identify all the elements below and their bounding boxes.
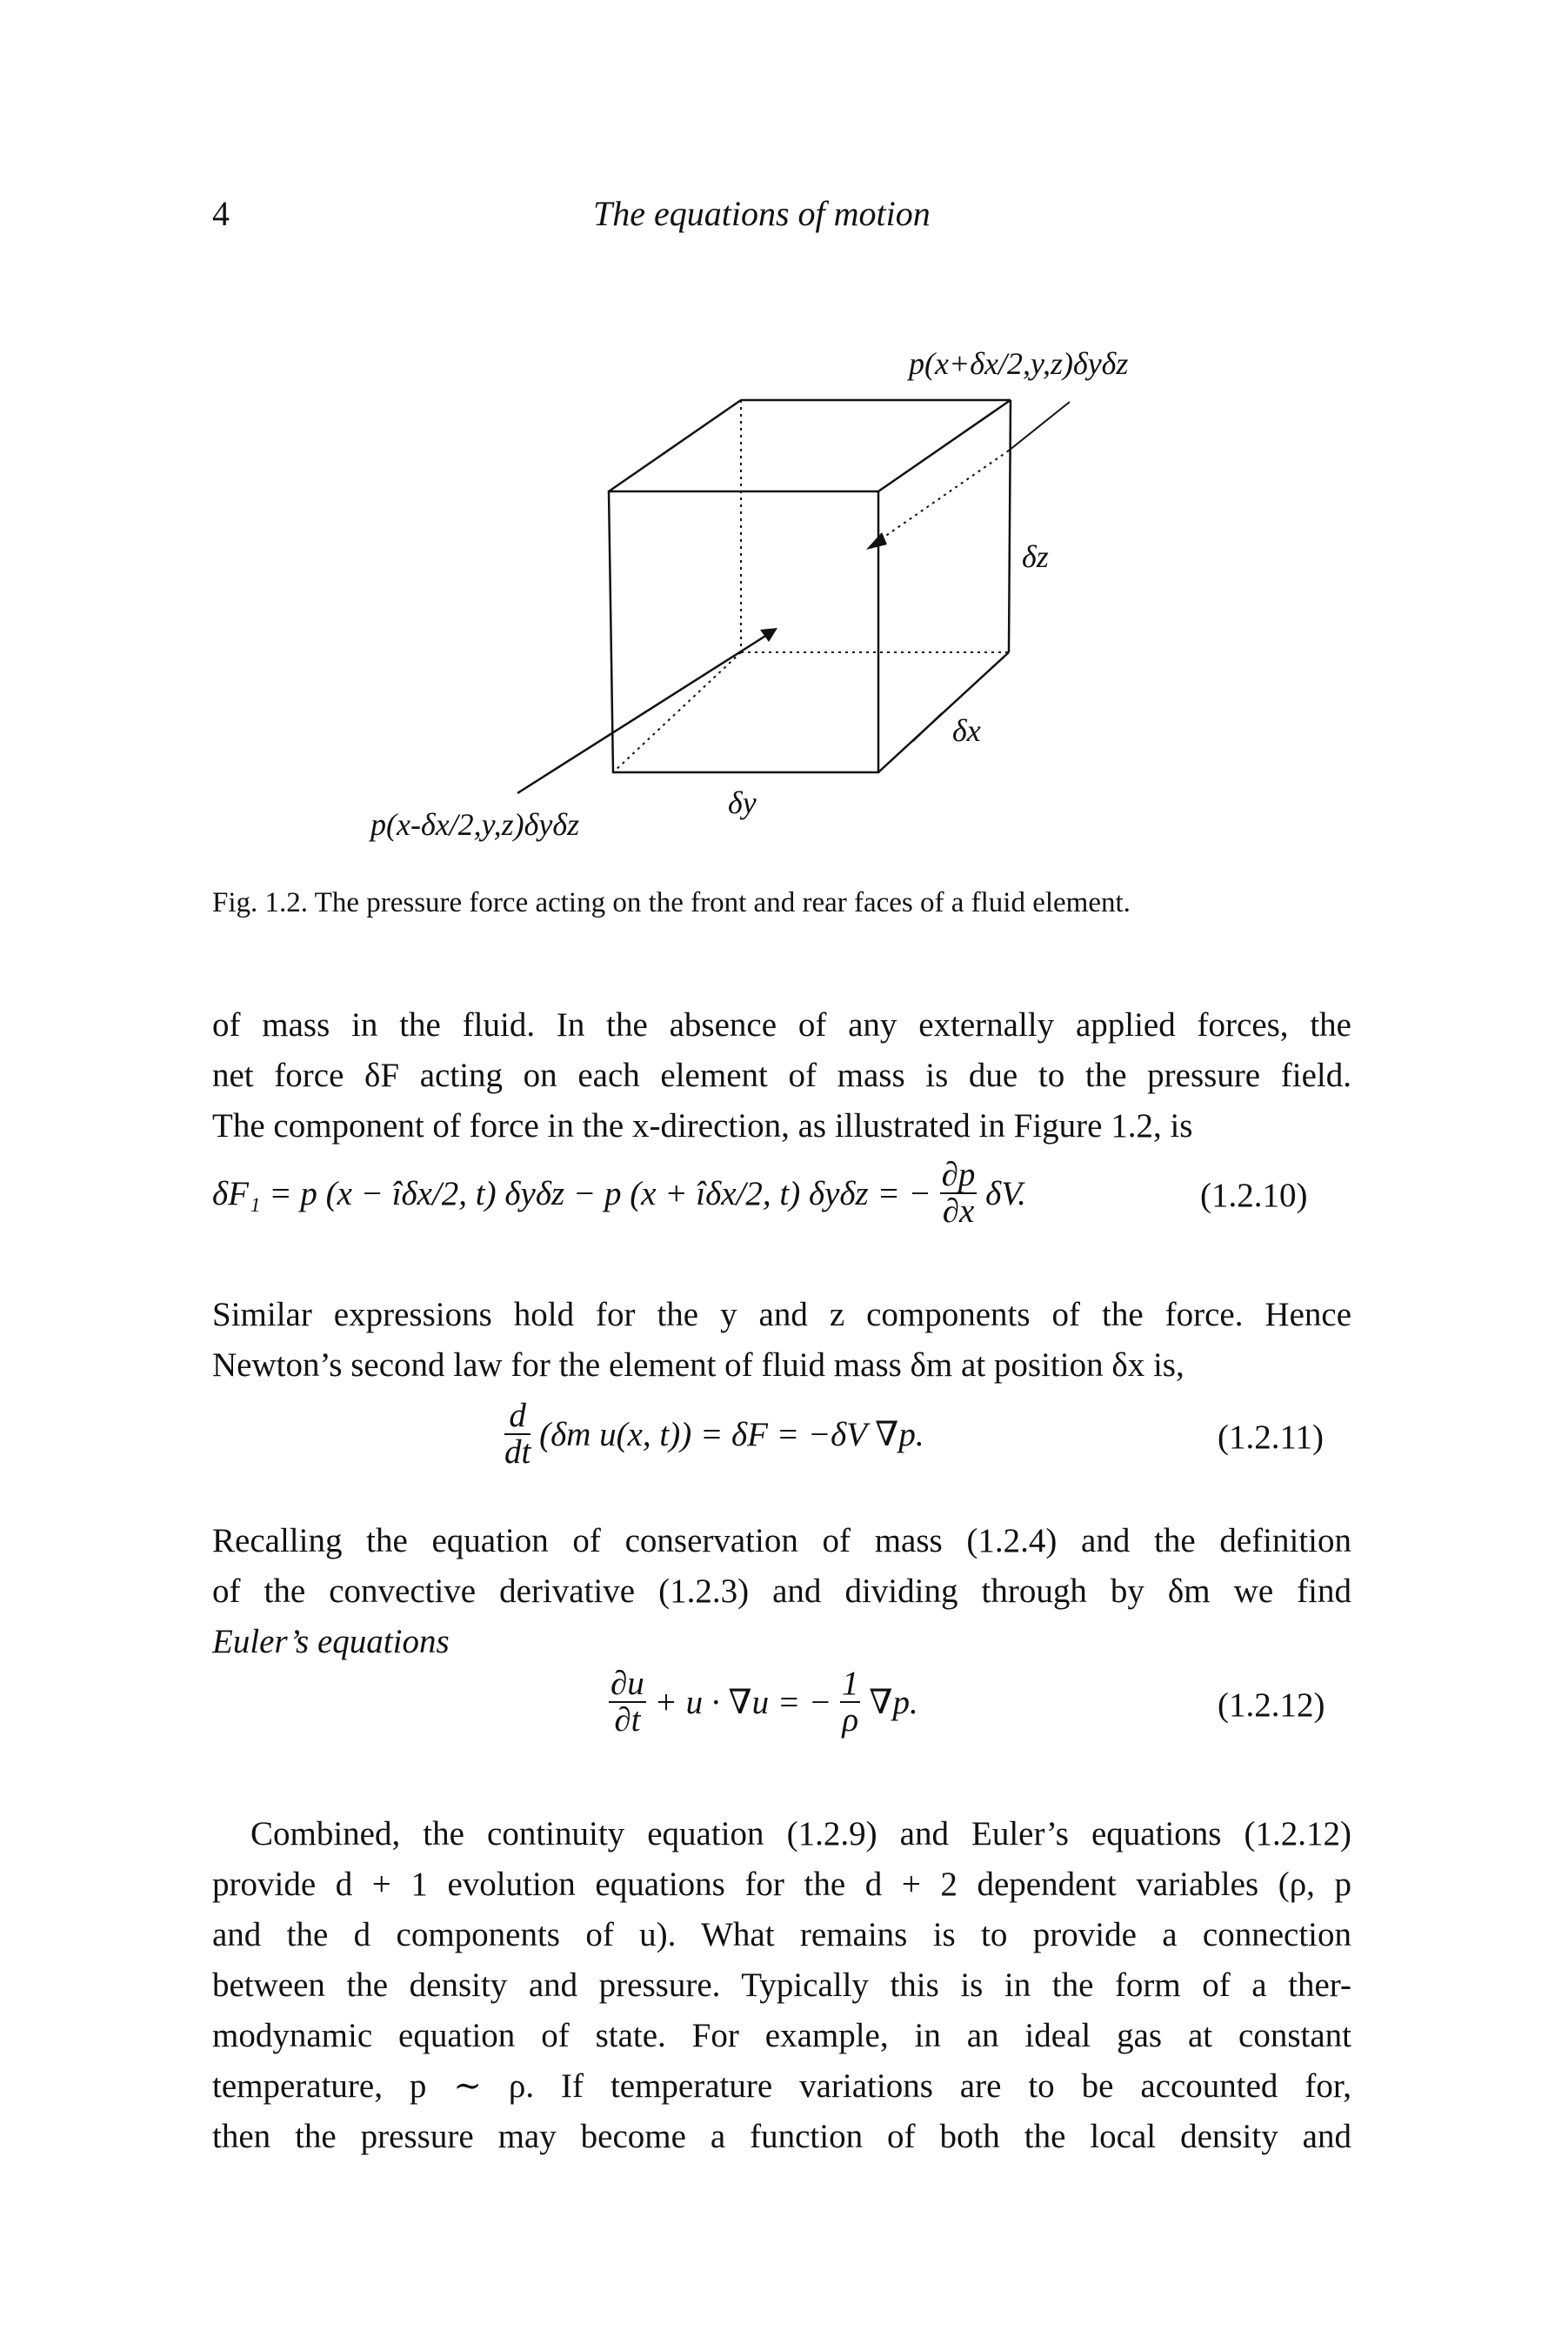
equation-number: (1.2.11) (1218, 1419, 1324, 1456)
cube-edge (878, 400, 1011, 491)
eq-frac-den: ∂x (942, 1192, 975, 1230)
cube-edge (609, 400, 741, 491)
text-line: Newton’s second law for the element of fluid mass δm at position δx is, (212, 1346, 1184, 1384)
eq-frac-den: dt (504, 1433, 531, 1471)
cube-front-face (609, 491, 878, 772)
text-line: Combined, the continuity equation (1.2.9) and Euler’s equations (1.2.12) (250, 1815, 1351, 1853)
paragraph-4 (212, 1809, 1351, 2162)
paragraph-2 (212, 1290, 1351, 1391)
equation-1-2-12 (609, 1665, 918, 1741)
text-line: Similar expressions hold for the y and z components of the force. Hence (212, 1296, 1351, 1333)
text-line: provide d + 1 evolution equations for the d + 2 dependent variables (ρ, p (212, 1866, 1351, 1903)
eq-frac-num: ∂p (941, 1156, 976, 1193)
front-force-leader (1009, 402, 1070, 451)
rear-force-arrow (517, 635, 767, 793)
rear-force-arrowhead (760, 628, 777, 642)
equation-1-2-11 (504, 1397, 924, 1473)
equation-number: (1.2.12) (1218, 1686, 1325, 1724)
dx-leader (913, 713, 942, 741)
running-title: The equations of motion (593, 194, 931, 233)
eq-middle: + u · ∇u = − (654, 1683, 832, 1721)
paragraph-1 (212, 1000, 1351, 1152)
label-dx: δx (952, 713, 981, 748)
text-line: Recalling the equation of conservation of mass (1.2.4) and the definition (212, 1522, 1351, 1559)
text-line: and the d components of u). What remains is to provide a connection (212, 1916, 1351, 1953)
eq-fraction (504, 1399, 530, 1470)
text-line: net force δF acting on each element of mass is due to the pressure field. (212, 1057, 1351, 1094)
label-dz: δz (1022, 539, 1049, 574)
paragraph-3 (212, 1516, 1351, 1667)
text-line: of mass in the fluid. In the absence of any externally applied forces, the (212, 1006, 1351, 1044)
equation-1-2-10 (212, 1156, 1026, 1232)
eq-frac-den: ∂t (614, 1701, 641, 1739)
cube-hidden-edge (613, 652, 741, 772)
text-line: Euler’s equations (212, 1623, 450, 1660)
eq-fraction (609, 1666, 646, 1738)
eq-frac-num: 1 (841, 1665, 859, 1702)
text-line: The component of force in the x-direction, as illustrated in Figure 1.2, is (212, 1107, 1193, 1145)
text-line: then the pressure may become a function of both the local density and (212, 2118, 1351, 2155)
eq-fraction (940, 1158, 977, 1229)
front-force-arrowhead (866, 532, 887, 550)
eq-frac-num: d (504, 1399, 530, 1435)
figure-fluid-element (348, 348, 1270, 870)
eq-body: (δm u(x, t)) = δF = −δV ∇p. (539, 1415, 924, 1453)
cube-edge (1009, 400, 1011, 652)
label-front-pressure: p(x+δx/2,y,z)δyδz (909, 348, 1129, 381)
eq-tail: ∇p. (869, 1683, 918, 1721)
label-rear-pressure: p(x-δx/2,y,z)δyδz (370, 807, 580, 842)
eq-lhs: δF₁ = p (x − îδx/2, t) δyδz − p (x + îδx/2, t) δyδz = − (212, 1174, 931, 1212)
figure-caption: Fig. 1.2. The pressure force acting on the front and rear faces of a fluid element. (212, 887, 1131, 918)
eq-rhs: δV. (985, 1174, 1026, 1212)
eq-frac-num: ∂u (611, 1665, 644, 1702)
text-line: temperature, p ∼ ρ. If temperature variations are to be accounted for, (212, 2067, 1351, 2105)
page-number: 4 (212, 194, 230, 233)
cube-edge (878, 652, 1009, 772)
text-line: of the convective derivative (1.2.3) and dividing through by δm we find (212, 1572, 1351, 1610)
label-dy: δy (728, 785, 757, 820)
eq-frac-den: ρ (842, 1701, 859, 1739)
eq-fraction (840, 1666, 861, 1738)
text-line: between the density and pressure. Typically this is in the form of a ther- (212, 1966, 1351, 2004)
text-line: modynamic equation of state. For example, in an ideal gas at constant (212, 2017, 1351, 2054)
front-force-arrow (878, 451, 1009, 541)
equation-number: (1.2.10) (1200, 1177, 1308, 1214)
